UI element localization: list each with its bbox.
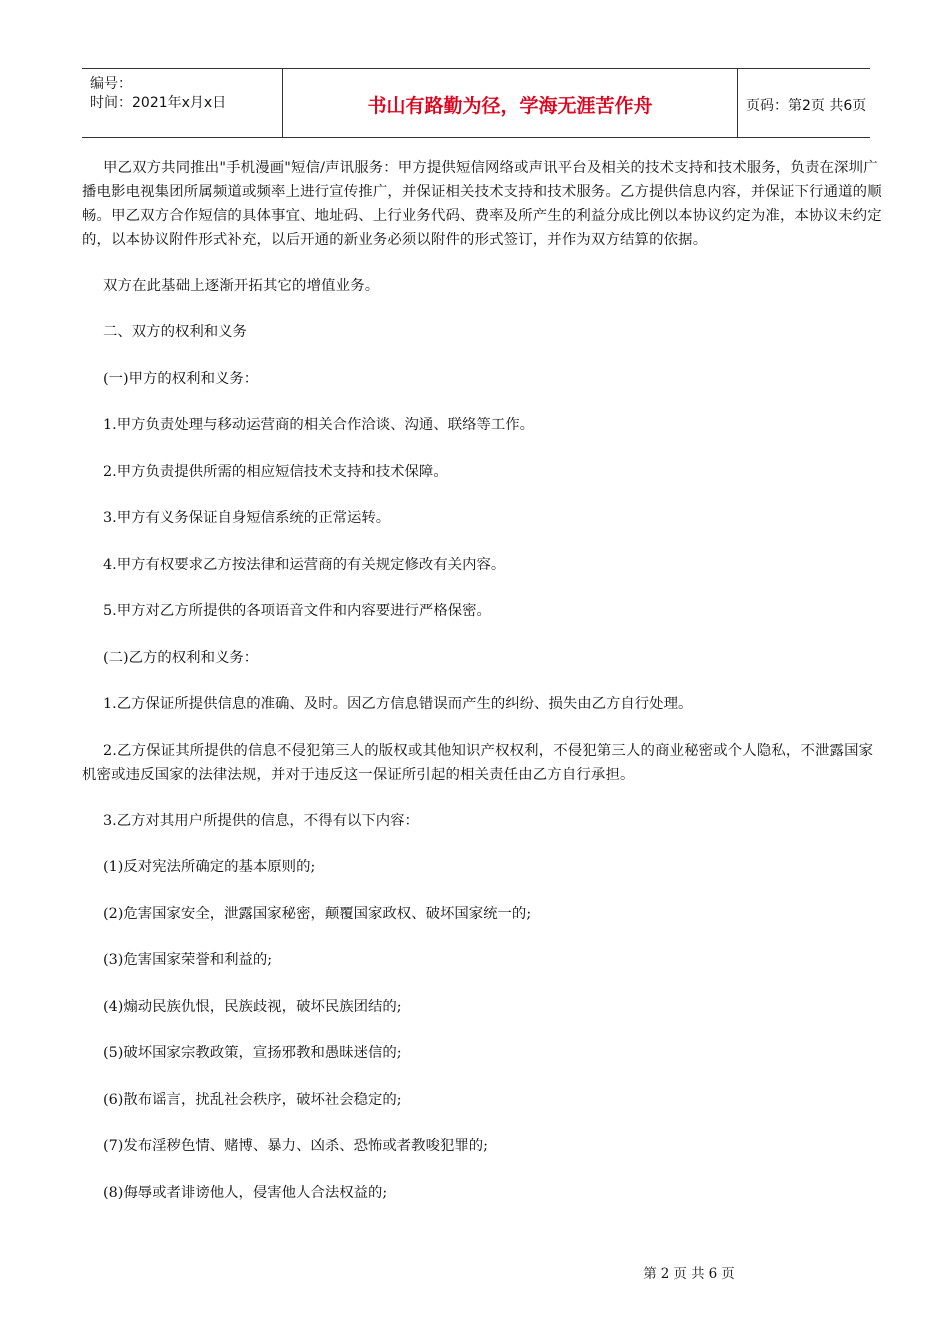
prohibited-item: (4)煽动民族仇恨，民族歧视，破坏民族团结的; xyxy=(103,998,402,1015)
document-header xyxy=(82,68,870,138)
section-heading: 二、双方的权利和义务 xyxy=(103,324,247,340)
list-item: 1.甲方负责处理与移动运营商的相关合作洽谈、沟通、联络等工作。 xyxy=(103,417,535,433)
list-item: 2.甲方负责提供所需的相应短信技术支持和技术保障。 xyxy=(103,463,448,480)
body-paragraph: 2.乙方保证其所提供的信息不侵犯第三人的版权或其他知识产权权利，不侵犯第三人的商业秘密或个人隐私，不泄露国家机密或违反国家的法律法规，并对于违反这一保证所引起的相关责任由乙方自行承担。 xyxy=(82,742,874,783)
header-motto: 书山有路勤为径，学海无涯苦作舟 xyxy=(367,95,653,117)
time-label: 时间：2021年x月x日 xyxy=(90,95,227,111)
prohibited-item: (1)反对宪法所确定的基本原则的; xyxy=(103,859,316,875)
header-right-cell xyxy=(737,69,870,137)
footer-middle: 页 共 xyxy=(673,1266,705,1282)
footer-suffix: 页 xyxy=(721,1266,735,1282)
footer-prefix: 第 xyxy=(643,1266,657,1282)
list-item: 1.乙方保证所提供信息的准确、及时。因乙方信息错误而产生的纠纷、损失由乙方自行处理。 xyxy=(103,696,693,712)
prohibited-item: (2)危害国家安全，泄露国家秘密，颠覆国家政权、破坏国家统一的; xyxy=(103,905,532,922)
number-label: 编号： xyxy=(90,76,132,92)
prohibited-item: (5)破坏国家宗教政策，宣扬邪教和愚昧迷信的; xyxy=(103,1045,402,1061)
footer-total-pages: 6 xyxy=(708,1266,718,1282)
header-left-cell xyxy=(82,69,282,137)
header-page-label: 页码：第2页 共6页 xyxy=(746,98,867,114)
list-item: 5.甲方对乙方所提供的各项语音文件和内容要进行严格保密。 xyxy=(103,603,491,619)
list-item: 3.甲方有义务保证自身短信系统的正常运转。 xyxy=(103,510,391,526)
prohibited-item: (3)危害国家荣誉和利益的; xyxy=(103,952,273,968)
prohibited-item: (7)发布淫秽色情、赌博、暴力、凶杀、恐怖或者教唆犯罪的; xyxy=(103,1138,489,1154)
body-paragraph: 甲乙双方共同推出"手机漫画"短信/声讯服务：甲方提供短信网络或声讯平台及相关的技术支持和技术服务，负责在深圳广播电影电视集团所属频道或频率上进行宣传推广，并保证相关技术支持和技术服务。乙方提供信息内容，并保证下行通道的顺畅。甲乙双方合作短信的具体事宜、地址码、上行业务代码、费率及所产生的利益分成比例以本协议约定为准，本协议未约定的，以本协议附件形式补充，以后开通的新业务必须以附件的形式签订，并作为双方结算的依据。 xyxy=(82,160,882,248)
prohibited-item: (6)散布谣言，扰乱社会秩序，破坏社会稳定的; xyxy=(103,1091,402,1108)
subsection-heading: (一)甲方的权利和义务： xyxy=(103,370,259,387)
footer-page-number: 2 xyxy=(660,1266,670,1282)
prohibited-item: (8)侮辱或者诽谤他人，侵害他人合法权益的; xyxy=(103,1184,388,1201)
list-intro: 3.乙方对其用户所提供的信息，不得有以下内容： xyxy=(103,812,419,829)
body-paragraph: 双方在此基础上逐渐开拓其它的增值业务。 xyxy=(103,278,380,294)
document-body xyxy=(82,156,882,1227)
page-footer xyxy=(0,1262,950,1282)
list-item: 4.甲方有权要求乙方按法律和运营商的有关规定修改有关内容。 xyxy=(103,556,506,573)
header-middle-cell xyxy=(282,69,738,137)
subsection-heading: (二)乙方的权利和义务： xyxy=(103,649,259,666)
